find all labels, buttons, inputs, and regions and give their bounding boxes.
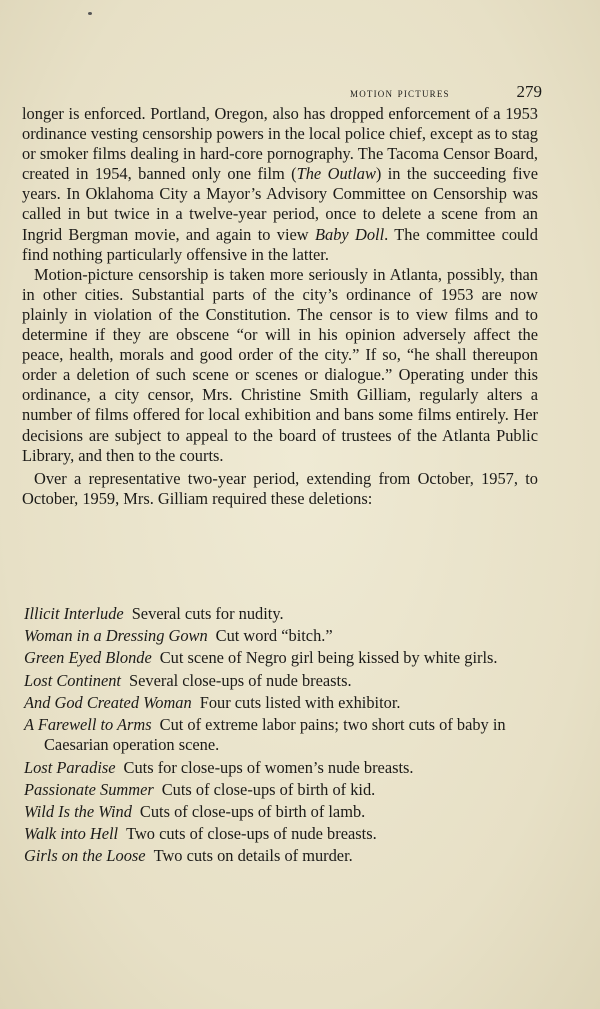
deletion-note: Cut scene of Negro girl being kissed by white girls. bbox=[159, 648, 498, 668]
deletions-list bbox=[24, 604, 536, 869]
paragraph-2 bbox=[22, 265, 538, 466]
list-item bbox=[24, 758, 536, 778]
film-title: Lost Paradise bbox=[24, 757, 116, 777]
film-title: Walk into Hell bbox=[24, 824, 119, 844]
text-segment: Over a representative two-year period, extending from October, 1957, to October, 1959, Mrs. Gilliam required these deletions: bbox=[22, 468, 538, 508]
film-title: Passionate Summer bbox=[24, 779, 154, 799]
text-segment: longer is enforced. Portland, Oregon, also has dropped enforcement of a 1953 ordinance vesting censorship powers in the local police chief, except as to stag or smoker films dealing in hard-core pornography. The Tacoma Censor Board, created in 1954, banned only one film ( bbox=[22, 104, 538, 184]
paper-speck bbox=[88, 12, 92, 15]
film-title: Girls on the Loose bbox=[24, 846, 146, 866]
list-item bbox=[24, 604, 536, 624]
list-item bbox=[24, 802, 536, 822]
deletion-note: Two cuts on details of murder. bbox=[153, 846, 353, 866]
list-item bbox=[24, 693, 536, 713]
text-segment: . The committee could find nothing particularly offensive in the latter. bbox=[22, 224, 539, 264]
paragraph-1 bbox=[22, 104, 538, 265]
page-header bbox=[350, 82, 542, 102]
body-text bbox=[22, 104, 538, 509]
film-title-the-outlaw: The Outlaw bbox=[296, 164, 376, 184]
deletion-note: Cuts of close-ups of birth of kid. bbox=[161, 779, 376, 799]
film-title: Green Eyed Blonde bbox=[24, 648, 152, 668]
film-title: Wild Is the Wind bbox=[24, 802, 132, 822]
list-item bbox=[24, 671, 536, 691]
deletion-note: Several cuts for nudity. bbox=[131, 604, 284, 623]
list-item bbox=[24, 626, 536, 646]
film-title: A Farewell to Arms bbox=[24, 715, 152, 735]
text-segment: ) in the succeeding five years. In Oklahoma City a Mayor’s Advisory Committee on Censorship was called in but twice in a twelve-year period, once to delete a scene from an Ingrid Bergman movie, and again to view bbox=[22, 164, 539, 244]
list-item bbox=[24, 715, 536, 756]
running-head: motion pictures bbox=[350, 85, 450, 100]
film-title: And God Created Woman bbox=[24, 692, 192, 712]
list-item bbox=[24, 846, 536, 866]
list-item bbox=[24, 648, 536, 668]
list-item bbox=[24, 780, 536, 800]
deletion-note: Cuts of close-ups of birth of lamb. bbox=[139, 802, 366, 822]
deletion-note: Cuts for close-ups of women’s nude breasts. bbox=[123, 757, 414, 777]
page-number: 279 bbox=[516, 82, 542, 101]
deletion-note: Cut word “bitch.” bbox=[215, 626, 333, 646]
deletion-note: Several close-ups of nude breasts. bbox=[129, 670, 352, 690]
text-segment: Motion-picture censorship is taken more seriously in Atlanta, possibly, than in other cities. Substantial parts of the city’s ordinance of 1953 are now plainly in violation of the Constitution. The censor is to view films and to determine if they are obscene “or will in his opinion adversely affect the peace, health, morals and good order of the city.” If so, “he shall thereupon order a deletion of such scene or scenes or dialogue.” Operating under this ordinance, a city censor, Mrs. Christine Smith Gilliam, regularly alters a number of films offered for local exhibition and bans some films entirely. Her decisions are subject to appeal to the board of trustees of the Atlanta Public Library, and then to the courts. bbox=[22, 264, 538, 465]
deletion-note: Four cuts listed with exhibitor. bbox=[199, 692, 401, 712]
deletion-note: Cut of extreme labor pains; two short cuts of baby in Caesarian operation scene. bbox=[44, 715, 506, 755]
film-title: Lost Continent bbox=[24, 670, 121, 690]
film-title-baby-doll: Baby Doll bbox=[314, 224, 385, 244]
deletion-note: Two cuts of close-ups of nude breasts. bbox=[126, 824, 377, 844]
paragraph-3 bbox=[22, 469, 538, 509]
film-title: Woman in a Dressing Gown bbox=[24, 626, 208, 646]
list-item bbox=[24, 824, 536, 844]
film-title: Illicit Interlude bbox=[24, 604, 124, 623]
